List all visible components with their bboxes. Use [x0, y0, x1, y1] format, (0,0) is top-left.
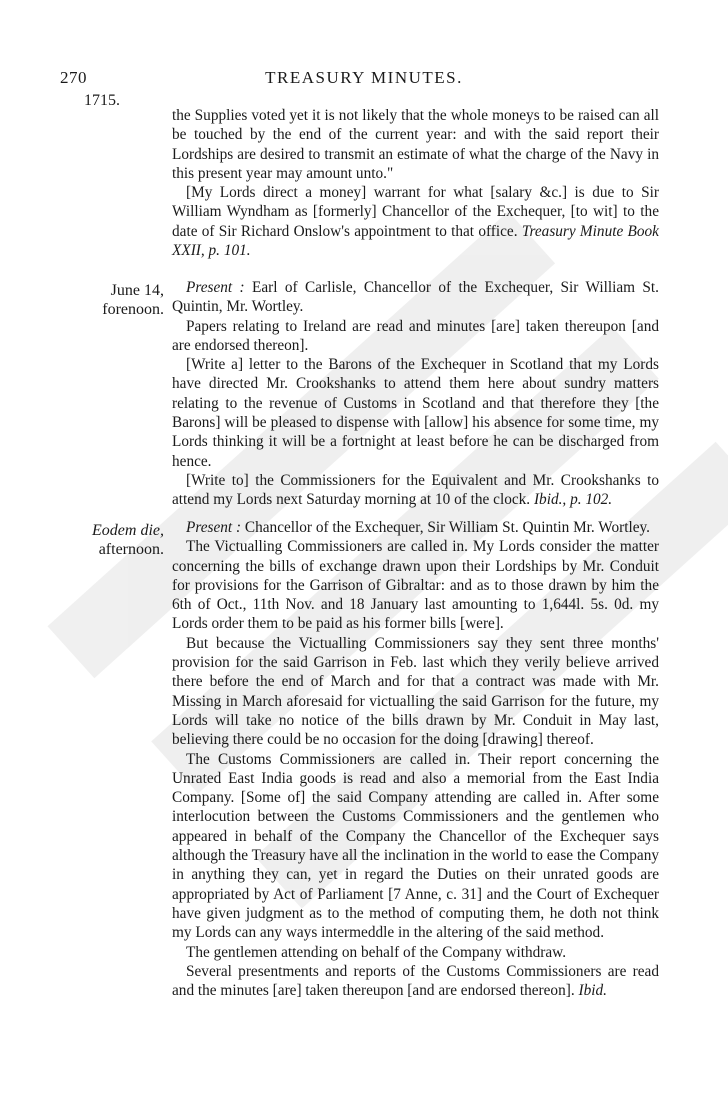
present-line	[172, 518, 659, 537]
paragraph-text: Papers relating to Ireland are read and minutes [are] taken thereupon [and are endorsed thereon].	[172, 317, 659, 354]
page-number: 270	[60, 68, 87, 87]
margin-year: 1715.	[84, 92, 120, 109]
paragraph-text: Several presentments and reports of the Customs Commissioners are read and the minutes [are] taken thereupon [and are endorsed thereon].	[172, 962, 659, 1000]
paragraph	[172, 943, 659, 962]
paragraph-text: The Customs Commissioners are called in. Their report concerning the Unrated East India goods is read and also a memorial from the East India Company. [Some of] the said Company attending are called in. After some interlocution between the Customs Commissioners and the gentlemen who appeared in behalf of the Company the Chancellor of the Exchequer says although the Treasury have all the inclination in the world to ease the Company in anything they can, yet in regard the Duties on their unrated goods are appropriated by Act of Parliament [7 Anne, c. 31] and the Court of Exchequer have given judgment as to the method of computing them, he doth not think my Lords can any ways intermeddle in the altering of the said method.	[172, 750, 659, 942]
paragraph-text: The Victualling Commissioners are called in. My Lords consider the matter concerning the bills of exchange drawn upon their Lordships by Mr. Conduit for provisions for the Garrison of Gibraltar: and as to those drawn by him the 6th of Oct., 11th Nov. and 18 January last amounting to 1,644l. 5s. 0d. my Lords order them to be paid as his former bills [were].	[172, 538, 659, 633]
attendees: Earl of Carlisle, Chancellor of the Exchequer, Sir William St. Quintin, Mr. Wortley.	[172, 279, 659, 316]
paragraph	[172, 634, 659, 750]
paragraph-text: the Supplies voted yet it is not likely that the whole moneys to be raised can all be touched by the end of the current year: and with the said report their Lordships are desired to transmit an estimate of what the charge of the Navy in this present year may amount unto."	[172, 107, 659, 182]
paragraph-text: The gentlemen attending on behalf of the Company withdraw.	[186, 943, 567, 961]
margin-date-june-14	[58, 281, 164, 319]
paragraph-text: [Write a] letter to the Barons of the Exchequer in Scotland that my Lords have directed Mr. Crookshanks to attend them here about sundry matters relating to the revenue of Customs in Scotland and that therefore they [the Barons] will be pleased to dispense with [allow] his absence for some time, my Lords thinking it will be a fortnight at least before he can be discharged from hence.	[172, 356, 659, 470]
margin-date: Eodem die,	[92, 522, 164, 539]
margin-date: June 14,	[110, 282, 164, 299]
paragraph-text: But because the Victualling Commissioners say they sent three months' provision for the said Garrison in Feb. last which they verily believe arrived there before the end of March and for that a contract was made with Mr. Missing in March aforesaid for victualling the said Garrison for the future, my Lords will take no notice of the bills drawn by Mr. Conduit in May last, believing there could be no occasion for the doing [drawing] thereof.	[172, 634, 659, 749]
margin-date-eodem-die	[58, 521, 164, 559]
margin-time: afternoon.	[98, 541, 164, 558]
source-reference: Ibid., p. 102.	[533, 491, 613, 509]
paragraph-text: [Write to] the Commissioners for the Equivalent and Mr. Crookshanks to attend my Lords next Saturday morning at 10 of the clock.	[172, 471, 659, 509]
paragraph	[172, 471, 659, 510]
paragraph	[172, 750, 659, 943]
present-label: Present :	[186, 519, 242, 536]
paragraph	[172, 355, 659, 471]
paragraph	[172, 537, 659, 633]
paragraph	[172, 183, 659, 260]
present-label: Present :	[186, 279, 245, 296]
entry-june-14-forenoon	[172, 278, 659, 510]
source-reference: Treasury Minute Book XXII, p. 101.	[172, 222, 659, 260]
present-line	[172, 278, 659, 317]
page-header	[0, 68, 728, 90]
margin-time: forenoon.	[102, 301, 164, 318]
paragraph	[172, 106, 659, 183]
attendees: Chancellor of the Exchequer, Sir William St. Quintin Mr. Wortley.	[244, 519, 651, 536]
entry-eodem-die-afternoon	[172, 518, 659, 1000]
running-head: TREASURY MINUTES.	[265, 68, 463, 87]
source-reference: Ibid.	[578, 982, 607, 1000]
paragraph	[172, 317, 659, 356]
paragraph-text: [My Lords direct a money] warrant for what [salary &c.] is due to Sir William Wyndham as [formerly] Chancellor of the Exchequer, [to wit] to the date of Sir Richard Onslow's appointment to that office.	[172, 184, 659, 240]
entry-continuation	[172, 106, 659, 260]
paragraph	[172, 962, 659, 1001]
